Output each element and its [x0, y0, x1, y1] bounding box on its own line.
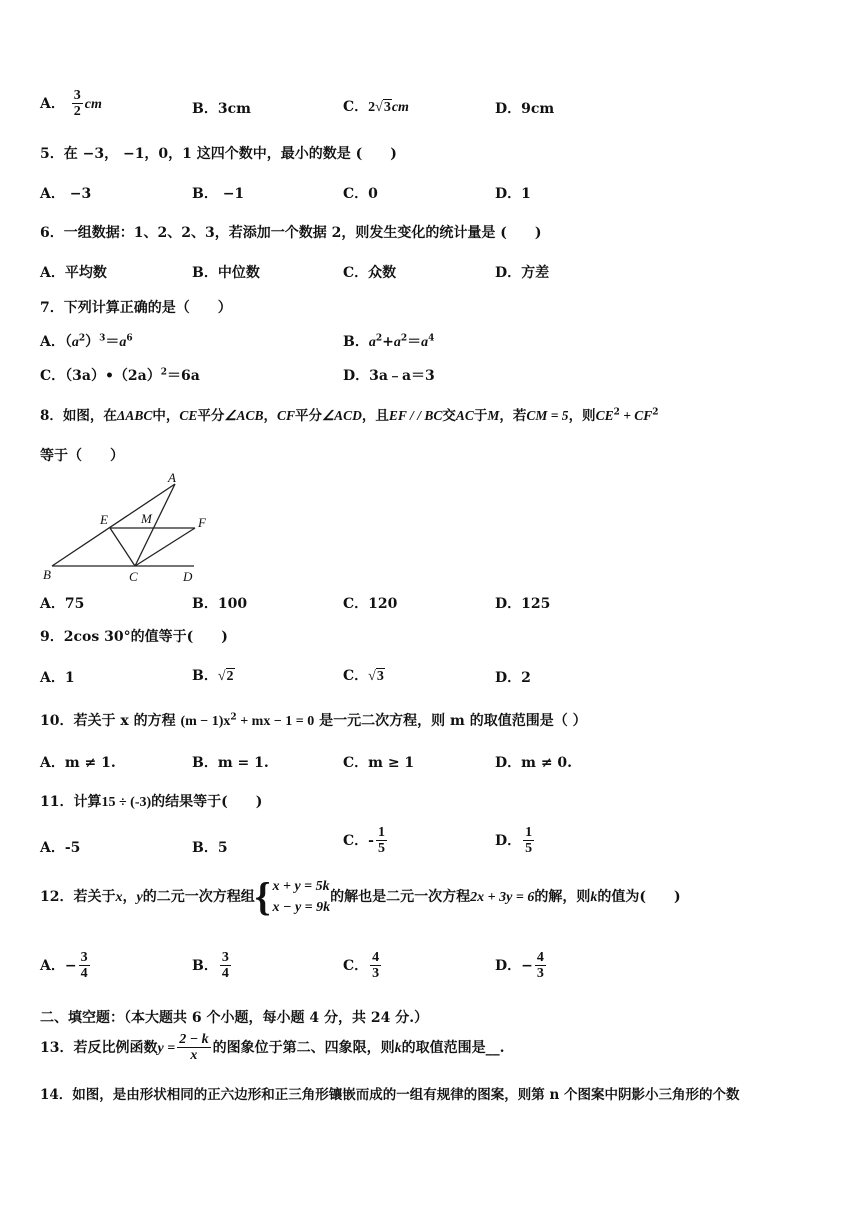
q8-option-c: C．120 [343, 596, 398, 612]
q11-option-a: A．-5 [40, 840, 81, 856]
q5-stem: 5．在 −3， −1，0，1 这四个数中，最小的数是 ( ) [40, 146, 397, 162]
q9-option-b: B．√2 [192, 668, 234, 684]
q7-stem: 7．下列计算正确的是（ ） [40, 300, 232, 316]
q12-option-b: B． $\frac{3}{4}$ [192, 950, 229, 982]
q8-option-b: B．100 [192, 596, 248, 612]
label-f: F [198, 515, 206, 530]
label-b: B [43, 567, 51, 582]
q8-option-a: A．75 [40, 596, 85, 612]
q12-option-d: D．− $\frac{4}{3}$ [495, 950, 544, 982]
q7-option-c: C．$(3a)•(2a)^2=6a$ [40, 367, 200, 384]
q7-option-a: A．$(a^2)^3=a^6$ [40, 333, 133, 350]
q10-option-a: A．m ≠ 1. [40, 755, 116, 771]
q6-option-d: D．方差 [495, 265, 550, 281]
label-e: E [100, 512, 108, 527]
q9-stem: 9．2cos 30°的值等于( ) [40, 629, 228, 645]
label-c: C [129, 569, 138, 584]
q14-stem: 14．如图，是由形状相同的正六边形和正三角形镶嵌而成的一组有规律的图案，则第 n 个图案中阴影小三角形的个数 [40, 1087, 740, 1103]
q12-stem: 12．若关于x，y的二元一次方程组{ x + y = 5k x − y = 9k 的解也是二元一次方程2x + 3y = 6的解，则k的值为( ) [40, 874, 681, 919]
q10-stem: 10．若关于 x 的方程 $(m - 1)x^2$ + mx − 1 = 0 是一元二次方程，则 m 的取值范围是（ ） [40, 712, 587, 729]
q8-option-d: D．125 [495, 596, 551, 612]
q8-stem-line2: 等于（ ） [40, 448, 124, 464]
q9-option-c: C．√3 [343, 668, 384, 684]
q8-stem: 8．如图，在ΔABC中，CE平分∠ACB，CF平分∠ACD，且EF / / BC交AC于M，若CM = 5，则$CE^2 + CF^2$ [40, 407, 659, 424]
q4-option-d: D．9cm [495, 101, 555, 117]
q4-option-c: C．2√3cm [343, 99, 409, 115]
q5-option-c: C．0 [343, 186, 378, 202]
equation-system: x + y = 5k x − y = 9k [272, 879, 331, 915]
q4-option-b: B．3cm [192, 101, 251, 117]
q9-option-a: A．1 [40, 670, 75, 686]
q12-option-a: A．− $\frac{3}{4}$ [40, 950, 88, 982]
q5-option-a: A． −3 [40, 186, 92, 202]
q11-option-c: C．- $\frac{1}{5}$ [343, 825, 385, 857]
q11-option-b: B．5 [192, 840, 228, 856]
q12-option-c: C． $\frac{4}{3}$ [343, 950, 380, 982]
section-heading: 二、填空题：（本大题共 6 个小题，每小题 4 分，共 24 分.） [40, 1010, 429, 1026]
q7-option-b: B．$a^2+a^2=a^4$ [343, 333, 435, 350]
q4-option-a: A． $\frac{3}{2}$ cm [40, 88, 102, 120]
fraction: $\frac{3}{2}$ [73, 88, 81, 120]
q7-option-d: D．3a﹣a＝3 [343, 368, 435, 384]
q6-option-a: A．平均数 [40, 265, 107, 281]
q11-stem: 11．计算15 ÷ (-3)的结果等于( ) [40, 794, 263, 810]
q6-option-c: C．众数 [343, 265, 397, 281]
label-m: M [141, 511, 152, 526]
label-d: D [183, 569, 193, 584]
q10-option-b: B．m = 1. [192, 755, 269, 771]
q11-option-d: D． $\frac{1}{5}$ [495, 825, 533, 857]
q6-stem: 6．一组数据：1、2、2、3，若添加一个数据 2，则发生变化的统计量是 ( ) [40, 225, 542, 241]
q5-option-b: B． −1 [192, 186, 245, 202]
q5-option-d: D．1 [495, 186, 531, 202]
q10-option-d: D．m ≠ 0. [495, 755, 573, 771]
q13-stem: 13．若反比例函数y = $\frac{2 - k}{x}$ 的图象位于第二、四象限，则k的取值范围是__. [40, 1032, 505, 1064]
q6-option-b: B．中位数 [192, 265, 260, 281]
q10-option-c: C．m ≥ 1 [343, 755, 415, 771]
q8-geometry-figure [40, 470, 220, 585]
label-a: A [168, 470, 176, 485]
q9-option-d: D．2 [495, 670, 531, 686]
